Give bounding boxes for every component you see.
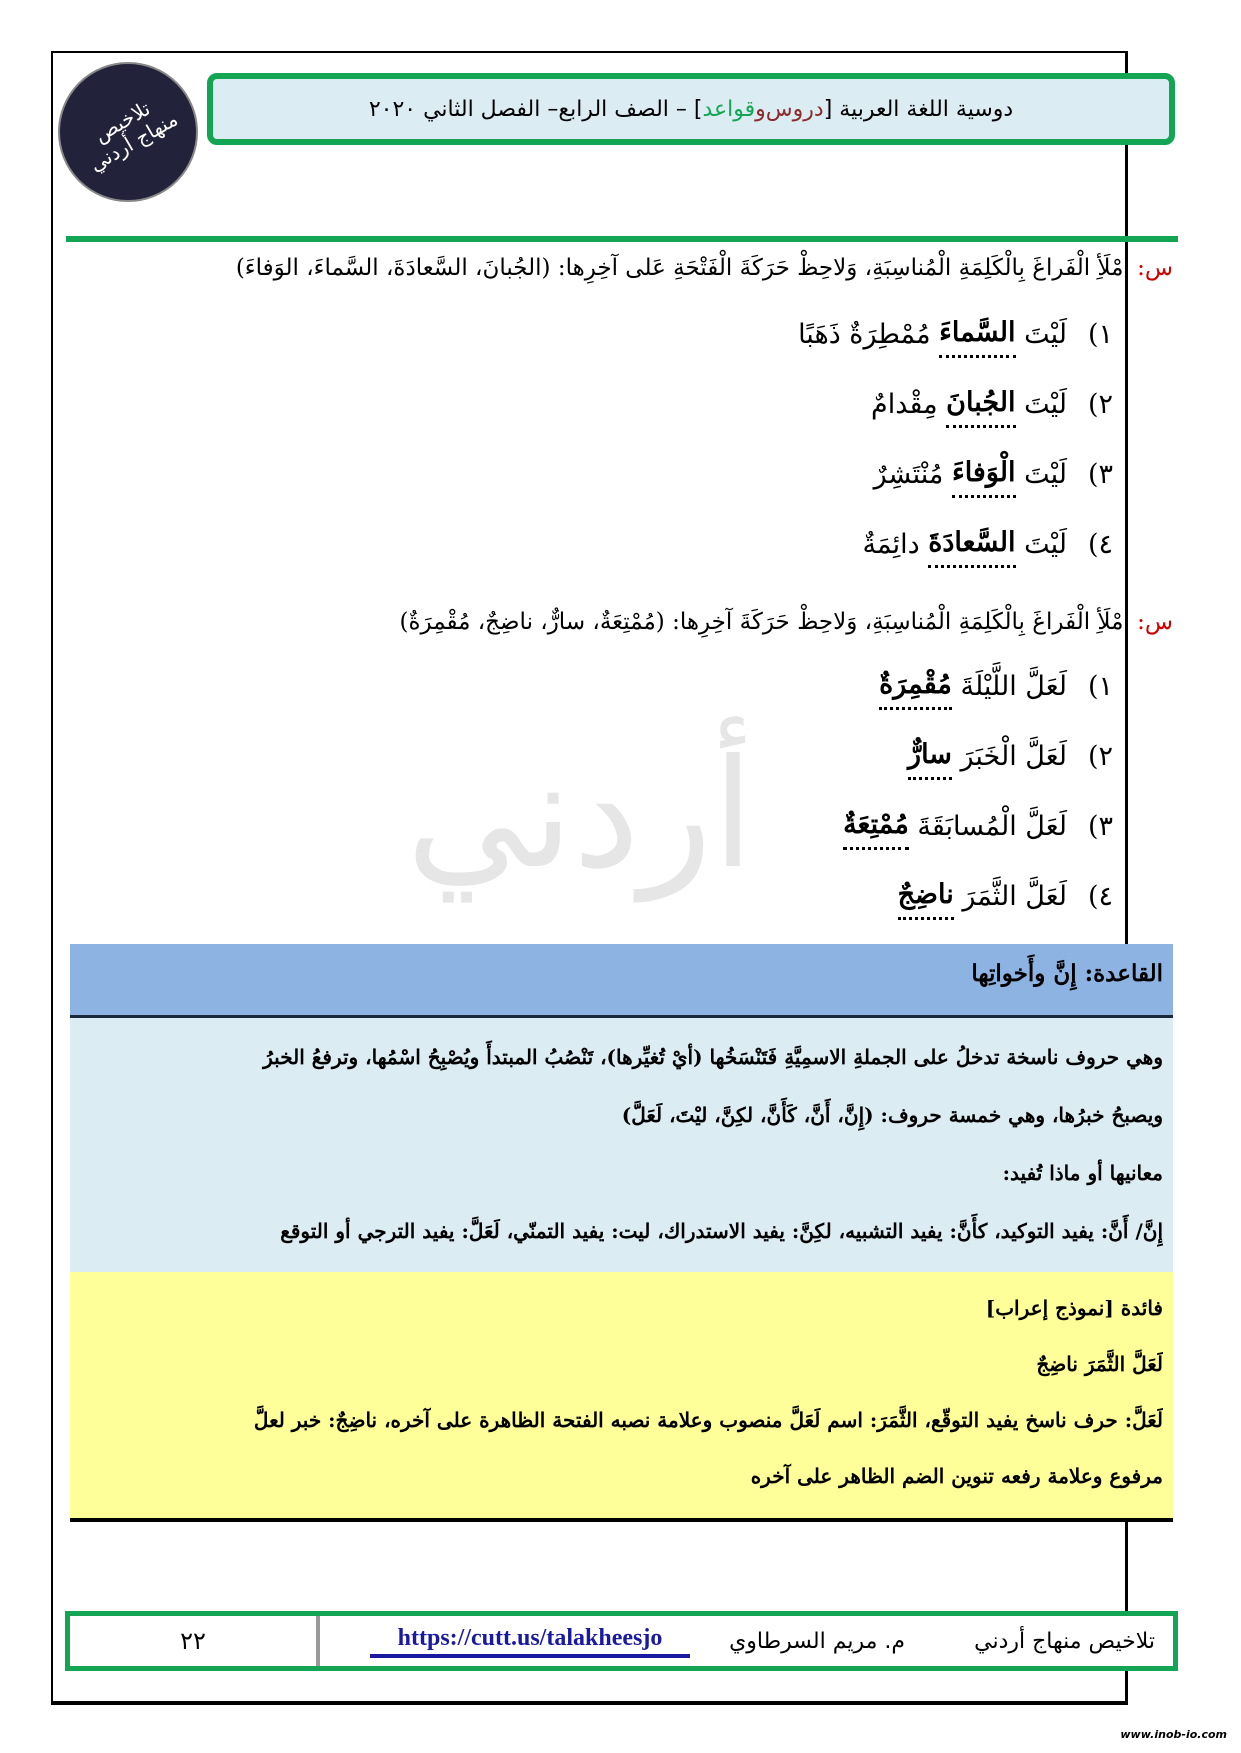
exercise-2-question [70,602,1173,642]
item-text: لَيْتَ [1024,319,1067,350]
page-number: ٢٢ [180,1627,206,1655]
item-answer: سارٌّ [908,735,952,780]
footer [65,1611,1178,1671]
rule-meanings-title: معانيها أو ماذا تُفيد: [1002,1161,1163,1185]
benefit-title: فائدة [نموذج إعراب] [985,1296,1163,1320]
rule-line-1: وهي حروف ناسخة تدخلُ على الجملةِ الاسمِيَّةِ فَتَنْسَخُها (أيْ تُغيِّرها)، تَنْصُبُ المبتدأَ ويُصْبِحُ اسْمُها، وترفعُ الخبرُ [263,1045,1163,1069]
footer-brand: تلاخيص منهاج أردني [974,1628,1155,1654]
header-title-and: و [755,96,766,122]
list-item [70,652,1173,722]
item-number: ١) [1087,319,1113,350]
header-title-lessons: دروس [765,96,824,122]
list-item [70,440,1173,510]
item-answer: مُمْتِعَةٌ [843,805,909,850]
item-number: ٢) [1087,741,1113,772]
item-text: لَعَلَّ الْمُسابَقَةَ [917,811,1067,842]
item-text: لَيْتَ [1024,459,1067,490]
header-divider [66,236,1178,242]
rule-heading [70,944,1173,1018]
item-text: مُنْتَشِرٌ [873,459,944,490]
item-number: ٢) [1087,389,1113,420]
benefit-line-2: مرفوع وعلامة رفعه تنوين الضم الظاهر على آخره [750,1464,1163,1488]
item-number: ٣) [1087,459,1113,490]
item-text: لَعَلَّ الثَّمَرَ [962,881,1067,912]
item-answer: السَّعادَةَ [928,523,1015,568]
exercise-1-question [70,248,1173,288]
list-item [70,510,1173,580]
item-text: لَعَلَّ الْخَبَرَ [960,741,1067,772]
item-answer: السَّماءَ [939,313,1015,358]
header-title-suffix: ] – الصف الرابع– الفصل الثاني ٢٠٢٠ [368,96,703,122]
site-watermark: www.inob-io.com [1120,1728,1227,1741]
rule-line-2: ويصبحُ خبرُها، وهي خمسة حروف: (إِنَّ، أَنَّ، كَأَنَّ، لكِنَّ، ليْتَ، لَعَلَّ) [621,1103,1163,1127]
item-number: ١) [1087,671,1113,702]
list-item [70,370,1173,440]
list-item [70,300,1173,370]
benefit-line-1: لَعَلَّ: حرف ناسخ يفيد التوقّع، الثَّمَرَ: اسم لَعَلَّ منصوب وعلامة نصبه الفتحة الظاهرة على آخره، ناضِجٌ: خبر لعلَّ [253,1408,1163,1432]
benefit-example: لَعَلَّ الثَّمَرَ ناضِجٌ [1036,1352,1163,1376]
item-text: مُمْطِرَةٌ ذَهَبًا [798,319,931,350]
item-text: لَعَلَّ اللَّيْلَةَ [960,671,1067,702]
list-item [70,862,1173,932]
footer-divider [316,1616,320,1666]
exercise-1 [70,248,1173,580]
item-answer: مُقْمِرَةٌ [879,665,952,710]
question-label: س: [1137,609,1173,635]
item-text: لَيْتَ [1024,529,1067,560]
rule-meanings: إِنَّ/ أَنَّ: يفيد التوكيد، كأَنَّ: يفيد التشبيه، لكِنَّ: يفيد الاستدراك، ليت: يفيد التمنّي، لَعَلَّ: يفيد الترجي أو التوقع [280,1219,1163,1243]
list-item [70,792,1173,862]
exercise-2 [70,602,1173,932]
footer-author: م. مريم السرطاوي [729,1628,905,1654]
logo [58,62,198,202]
rule-heading-text: القاعدة: إِنَّ وأَخواتِها [971,960,1163,987]
item-answer: ناضِجٌ [898,875,954,920]
item-number: ٤) [1087,529,1113,560]
list-item [70,722,1173,792]
item-text: دائِمَةٌ [862,529,920,560]
logo-text: تلاخيص منهاج أردني [85,96,182,177]
item-number: ٣) [1087,811,1113,842]
question-prompt: امْلَأِ الْفَراغَ بِالْكَلِمَةِ الْمُناسِبَةِ، وَلاحِظْ حَرَكَةَ الْفَتْحَةِ عَلى آخِرِها: (الجُبانَ، السَّعادَةَ، السَّماءَ، الوَفاءَ) [235,255,1138,281]
question-prompt: امْلَأِ الْفَراغَ بِالْكَلِمَةِ الْمُناسِبَةِ، وَلاحِظْ حَرَكَةَ آخِرِها: (مُمْتِعَةٌ، سارٌّ، ناضِجٌ، مُقْمِرَةٌ) [399,609,1138,635]
header-title-rules: قواعد [702,96,756,122]
header-title-box [207,73,1175,145]
item-text: مِقْدامٌ [871,389,938,420]
rule-body [70,1018,1173,1272]
item-answer: الجُبانَ [946,383,1015,428]
benefit-box [70,1272,1173,1522]
item-text: لَيْتَ [1024,389,1067,420]
footer-link[interactable]: https://cutt.us/talakheesjo [370,1625,690,1658]
header-title-prefix: دوسية اللغة العربية [ [823,96,1014,122]
item-answer: الْوَفاءَ [952,453,1016,498]
watermark: أردني [406,728,754,902]
question-label: س: [1137,255,1173,281]
item-number: ٤) [1087,881,1113,912]
